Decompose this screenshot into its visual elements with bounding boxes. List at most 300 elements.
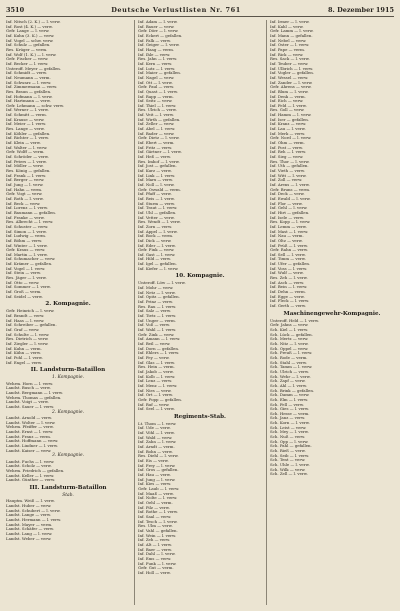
casualty-entry: Res. Hein — verm. — [138, 365, 175, 370]
casualty-entry: Inf. Ewald — l. verw. — [270, 196, 311, 201]
casualty-entry: Landst. Weber — verw. — [6, 536, 52, 541]
casualty-entry: Inf. Prinz — verw. — [138, 300, 173, 305]
casualty-entry: Inf. Arndt — verm. — [138, 445, 175, 450]
casualty-entry: Inf. Pfaff — verw. — [138, 192, 172, 197]
casualty-entry: Inf. Nagel — verw. — [138, 75, 175, 80]
casualty-entry: Inf. Stein — verw. — [6, 271, 41, 276]
subsection-heading: 2. Kompagnie. — [51, 409, 85, 415]
casualty-entry: Inf. Veit — l. verw. — [138, 113, 174, 118]
casualty-entry: Landst. Arnold — verw. — [6, 416, 53, 420]
casualty-entry: Inf. Blum — l. verw. — [270, 89, 309, 94]
casualty-entry: Inf. Kahl — verw. — [270, 24, 304, 29]
casualty-entry: Inf. Glas — l. verw. — [138, 360, 176, 365]
casualty-entry: Res. König — gefallen. — [6, 169, 51, 173]
casualty-entry: Sch. Seib — l. verw. — [270, 453, 310, 458]
casualty-entry: Landst. Mayer — verm. — [6, 522, 53, 527]
casualty-entry: Inf. Rapp — verm. — [138, 94, 174, 99]
casualty-entry: Inf. Abel — l. verw. — [138, 127, 176, 132]
casualty-entry: Inf. Dehn — verm. — [270, 290, 306, 295]
casualty-entry: Wehrm. Thomas — gefallen. — [6, 395, 62, 400]
casualty-entry: Inf. Asch — verw. — [270, 280, 305, 285]
casualty-entry: Res. Imhof — l. verw. — [138, 159, 180, 164]
casualty-entry: Inf. Kurz — verw. — [138, 169, 172, 173]
casualty-entry: Res. Sack — l. verw. — [270, 57, 310, 62]
casualty-entry: Inf. Dahl — l. verw. — [138, 552, 176, 557]
casualty-entry: Inf. Zahn — l. verw. — [138, 440, 177, 445]
casualty-entry: Landst. Günther — verw. — [6, 478, 56, 483]
casualty-entry: Inf. Baer — verw. — [138, 547, 172, 552]
casualty-entry: Inf. Bohn — verw. — [138, 449, 173, 454]
casualty-entry: Sch. Mey — l. verw. — [270, 430, 309, 435]
casualty-entry: Inf. Hau — verw. — [138, 473, 171, 478]
casualty-entry: Sch. Janz — verw. — [270, 416, 306, 421]
casualty-entry: Inf. Beil — verw. — [138, 341, 171, 346]
subsection-heading: 1. Kompagnie. — [51, 375, 85, 381]
casualty-entry: Gefr. Wolff — verm. — [6, 150, 45, 155]
casualty-entry: Inf. Nies — verw. — [138, 388, 172, 393]
casualty-entry: Inf. Schröder — verw. — [6, 155, 49, 160]
casualty-entry: Inf. Fleck — l. verw. — [270, 299, 310, 304]
casualty-entry: Inf. Tietz — l. verw. — [138, 314, 177, 319]
casualty-entry: Inf. Dorn — gefallen. — [138, 346, 180, 351]
casualty-entry: Inf. Kern — verw. — [138, 61, 173, 66]
casualty-entry: Res. Zeh — l. verw. — [270, 276, 308, 281]
casualty-entry: Inf. Richter — l. verw. — [6, 136, 49, 141]
casualty-entry: Res. Dietrich — verw. — [6, 337, 49, 342]
casualty-entry: Inf. Saal — verw. — [138, 514, 172, 519]
casualty-entry: Inf. Adam — l. verw. — [138, 20, 178, 24]
casualty-entry: Landst. Schubert — l. verw. — [6, 508, 61, 513]
issue-number: Nr. 761 — [209, 6, 241, 14]
casualty-entry: Sch. Opp — l. verw. — [270, 439, 309, 444]
casualty-entry: Gefr. Nord — l. verw. — [270, 136, 312, 141]
casualty-entry: Wehrm. Friedrich — gefallen. — [6, 468, 65, 473]
casualty-entry: Unteroff. Löw — l. verw. — [138, 281, 186, 286]
casualty-entry: Inf. Eckert — gefallen. — [138, 33, 183, 38]
casualty-entry: Inf. Ott — l. verw. — [138, 80, 173, 85]
casualty-entry: Inf. Lenz — verw. — [138, 379, 173, 384]
casualty-entry: Inf. Hirt — gefallen. — [270, 210, 310, 215]
casualty-entry: Res. Wendt — l. verw. — [138, 220, 181, 225]
casualty-entry: Inf. Meier — l. verw. — [6, 122, 47, 127]
casualty-entry: Inf. Möller — verw. — [6, 164, 44, 169]
casualty-entry: Landst. Schäfer — verw. — [6, 527, 55, 532]
casualty-entry: Inf. Eich — verw. — [270, 99, 304, 104]
casualty-entry: Landst. Franz — verm. — [6, 434, 52, 439]
casualty-entry: Inf. Berger — verw. — [6, 178, 45, 183]
text-column-1 — [6, 20, 130, 605]
casualty-entry: Inf. Prüß — l. verw. — [270, 243, 308, 248]
casualty-entry: Inf. Vetter — verw. — [138, 215, 175, 220]
casualty-entry: Inf. Tesch — l. verw. — [138, 519, 178, 524]
casualty-entry: Landst. Voigt — verw. — [6, 400, 49, 405]
casualty-entry: Inf. Eis — verw. — [138, 459, 169, 464]
casualty-entry: Sch. Wehr — l. verw. — [270, 374, 311, 379]
casualty-entry: Gefr. Fischer — verw. — [6, 57, 49, 62]
casualty-entry: Inf. Otto — verw. — [6, 280, 40, 285]
text-column-3 — [266, 20, 394, 605]
casualty-entry: Inf. Sturm — verw. — [138, 201, 175, 206]
casualty-entry: Inf. Seel — l. verw. — [138, 407, 175, 412]
casualty-entry: Sch. Nitz — l. verw. — [270, 341, 309, 346]
casualty-entry: Inf. Vogler — gefallen. — [270, 71, 314, 76]
casualty-entry: Gefr. Rahn — verw. — [270, 248, 308, 253]
casualty-entry: Gefr. Popp — gefallen. — [138, 397, 182, 402]
casualty-entry: Inf. Schumacher — verw. — [6, 257, 56, 262]
casualty-entry: Inf. Franke — verw. — [6, 215, 45, 220]
casualty-entry: Sch. Wilk — verw. — [270, 467, 306, 472]
casualty-entry: Inf. Pilz — verw. — [138, 505, 170, 510]
casualty-entry: Inf. Baumann — gefallen. — [6, 210, 56, 215]
casualty-entry: Inf. Rost (4. K.) — verw. — [6, 24, 53, 29]
casualty-entry: Inf. Bein — l. verw. — [270, 285, 308, 290]
casualty-entry: Inf. Frank — l. verw. — [6, 173, 47, 178]
casualty-entry: Sch. Elm — l. verw. — [270, 397, 309, 402]
casualty-entry: Inf. Oltz — verw. — [270, 238, 303, 243]
casualty-entry: Inf. Teuber — verw. — [270, 61, 309, 66]
casualty-entry: Inf. Wessel — verw. — [270, 75, 309, 80]
casualty-entry: Inf. Schulz — gefallen. — [6, 43, 51, 48]
casualty-entry: Gefr. Kraus — verw. — [6, 248, 46, 253]
casualty-entry: Sch. Korn — l. verw. — [270, 421, 310, 426]
casualty-entry: Inf. Köhler — gefallen. — [6, 131, 51, 136]
casualty-entry: Inf. Beck — verw. — [6, 201, 41, 206]
casualty-entry: Sch. Ahl — l. verw. — [270, 383, 307, 388]
casualty-entry: Res. Krüger — verm. — [6, 47, 48, 52]
casualty-entry: Inf. Reis — l. verw. — [138, 196, 175, 201]
casualty-entry: Inf. Jost — gefallen. — [138, 164, 177, 169]
casualty-entry: Inf. Vöhl — l. verw. — [138, 431, 175, 436]
casualty-entry: Inf. Kühn — verw. — [6, 351, 41, 356]
casualty-entry: Inf. Gast — l. verw. — [138, 252, 176, 257]
casualty-entry: Inf. Ruf — verw. — [138, 402, 170, 407]
section-heading: 2. Kompagnie. — [45, 301, 91, 308]
casualty-entry: Sch. Rode — verm. — [270, 355, 308, 360]
casualty-entry: Inf. Jung — l. verw. — [138, 477, 176, 482]
casualty-entry: Gefr. Lamm — l. verw. — [270, 29, 314, 34]
casualty-entry: Sch. Nuß — verw. — [270, 435, 306, 440]
text-columns — [6, 20, 394, 605]
casualty-entry: Inf. Thiel — l. verw. — [138, 103, 177, 108]
casualty-entry: Inf. Oster — l. verw. — [270, 43, 310, 48]
casualty-entry: Gefr. Oswald — verm. — [138, 187, 181, 192]
page-header — [6, 4, 394, 17]
casualty-entry: Inf. Hild — verw. — [138, 257, 172, 262]
subsection-heading: Stab. — [62, 492, 74, 498]
casualty-entry: Inf. Mast — l. verw. — [270, 229, 309, 234]
casualty-entry: Inf. Jakob — verw. — [138, 369, 174, 374]
casualty-entry: Inf. Marx — verw. — [138, 178, 174, 183]
casualty-entry: Sch. Damm — verw. — [270, 393, 310, 398]
casualty-entry: Res. Goll — verw. — [270, 108, 305, 113]
casualty-entry: Inf. Ziegler — l. verw. — [6, 341, 49, 346]
casualty-entry: Inf. Timm — verw. — [270, 257, 306, 262]
casualty-entry: Inf. Frey — l. verw. — [138, 463, 176, 468]
casualty-entry: Sch. Tent — verw. — [270, 458, 306, 463]
casualty-entry: Inf. Eder — l. verw. — [138, 243, 176, 248]
section-heading: Regiments-Stab. — [174, 413, 226, 420]
casualty-entry: Res. Ulrich — verw. — [138, 108, 177, 113]
casualty-entry: Gefr. Fink — verw. — [138, 248, 175, 253]
casualty-entry: Inf. Jung — l. verw. — [6, 182, 44, 187]
casualty-entry: Inf. Kuhn — verm. — [6, 346, 42, 351]
casualty-entry: Inf. Sommer — l. verw. — [6, 285, 51, 290]
casualty-entry: Sch. Kiel — l. verw. — [270, 328, 309, 332]
casualty-entry: Inf. Salz — verw. — [138, 309, 171, 314]
casualty-entry: Inf. Sell — l. verw. — [270, 252, 306, 257]
casualty-entry: Inf. Hartmann — verw. — [6, 99, 51, 104]
casualty-entry: Inf. Irmer — l. verw. — [270, 20, 310, 24]
casualty-entry: Inf. Deck — verw. — [270, 192, 305, 197]
casualty-entry: Inf. Pohl — l. verw. — [6, 355, 43, 360]
casualty-entry: Inf. Kranz — verw. — [270, 122, 307, 127]
casualty-entry: Inf. Martin — l. verw. — [6, 252, 48, 257]
casualty-entry: Inf. Reh — l. verw. — [270, 150, 307, 155]
casualty-entry: Wehrm. Pfeiffer — verw. — [6, 425, 54, 430]
casualty-entry: Sch. Pahl — gefallen. — [270, 444, 312, 449]
casualty-entry: Inf. Feld — l. verw. — [270, 103, 307, 108]
casualty-entry: Sch. Rieß — verw. — [270, 449, 306, 454]
casualty-entry: Inf. Ohm — verm. — [270, 141, 305, 146]
casualty-entry: Inf. Klein — verw. — [6, 141, 41, 146]
casualty-entry: Inf. Hamm — l. verw. — [270, 113, 312, 118]
casualty-entry: Inf. Krämer — gefallen. — [6, 262, 53, 267]
casualty-entry: Inf. Link — l. verw. — [138, 173, 176, 178]
casualty-entry: Inf. Traut — l. verw. — [138, 206, 178, 211]
casualty-entry: Inf. Wahl — l. verw. — [138, 328, 177, 332]
casualty-entry: Inf. Voss — l. verw. — [270, 266, 308, 271]
casualty-entry: Inf. Vogel — schw. verw. — [6, 38, 54, 43]
casualty-entry: Wehrm. Horn — l. verw. — [6, 381, 54, 386]
casualty-entry: Inf. Igel — gefallen. — [138, 262, 177, 267]
casualty-entry: Inf. Schulte — l. verw. — [6, 332, 50, 337]
casualty-entry: Inf. Wolf (1. K.) — l. verw. — [6, 52, 57, 57]
issue-date: 8. Dezember 1915 — [328, 6, 394, 14]
casualty-entry: Sch. Mertz — verw. — [270, 337, 309, 342]
casualty-entry: Inf. Kuhn (3. K.) — verw. — [6, 33, 55, 38]
subsection-heading: 3. Kompagnie. — [51, 453, 85, 459]
section-heading: II. Landsturm-Bataillon — [30, 367, 106, 374]
casualty-entry: Inf. Mohr — verw. — [138, 286, 174, 291]
casualty-entry: Inf. Sieg — verw. — [270, 155, 304, 160]
casualty-entry: Inf. Kolb — l. verw. — [138, 374, 176, 379]
casualty-entry: Inf. Ehlers — l. verw. — [138, 351, 180, 356]
page-number: 3510 — [6, 6, 25, 14]
casualty-entry: Inf. Witt — l. verw. — [270, 173, 307, 178]
casualty-entry: Inf. Zoll — verw. — [270, 178, 303, 183]
casualty-entry: Inf. Quast — l. verw. — [138, 89, 178, 94]
casualty-entry: Landst. Hermann — l. verw. — [6, 517, 62, 522]
casualty-entry: Inf. Brandt — verw. — [6, 314, 45, 319]
casualty-entry: Inf. Nau — verm. — [270, 234, 304, 239]
casualty-entry: Inf. Funk — l. verw. — [138, 561, 177, 566]
casualty-entry: Landst. Scholz — verw. — [6, 464, 52, 469]
casualty-entry: Unteroff. Meyer — gefallen. — [6, 66, 62, 71]
casualty-entry: Inf. Wulf — verw. — [270, 271, 304, 276]
casualty-entry: Landst. Bergmann — l. verw. — [6, 390, 64, 395]
casualty-entry: Gefr. Dietz — l. verw. — [138, 136, 180, 141]
casualty-entry: Inf. Noll — l. verw. — [138, 182, 175, 187]
casualty-entry: Inf. Menz — l. verw. — [138, 383, 178, 388]
casualty-entry: Inf. Zeh — verw. — [138, 538, 171, 543]
casualty-entry: Inf. Vahl — gefallen. — [138, 528, 178, 533]
casualty-entry: Inf. Lorenz — l. verw. — [6, 206, 49, 211]
casualty-entry: Inf. Gros — gefallen. — [138, 468, 179, 473]
casualty-entry: Gefr. Lehmann — schw. verw. — [6, 103, 65, 108]
casualty-entry: Inf. Falk — verw. — [138, 38, 172, 43]
publication-title — [111, 4, 241, 16]
casualty-entry: Inf. Lutz — l. verw. — [138, 66, 176, 71]
casualty-entry: Inf. Wald — verw. — [138, 435, 173, 440]
casualty-entry: Inf. Appel — l. verw. — [138, 229, 178, 234]
casualty-entry: Sch. Gies — l. verw. — [270, 407, 310, 412]
casualty-entry: Inf. Lemm — verw. — [270, 224, 307, 229]
casualty-entry: Inf. Haag — verm. — [138, 47, 174, 52]
casualty-entry: Inf. Ude — verw. — [138, 426, 171, 431]
casualty-entry: Inf. Ihle — verw. — [138, 52, 171, 57]
casualty-entry: Inf. Isele — verw. — [270, 215, 305, 220]
casualty-entry: Sch. Fell — verw. — [270, 402, 304, 407]
casualty-entry: Inf. Schwarz — l. verw. — [6, 80, 52, 85]
casualty-entry: Inf. Roth — l. verw. — [6, 196, 44, 201]
casualty-entry: Inf. Geiger — l. verw. — [138, 43, 180, 48]
casualty-entry: Gefr. Paul — verw. — [138, 85, 175, 90]
casualty-entry: Gefr. Dörr — l. verw. — [138, 29, 179, 34]
casualty-entry: Inf. Vieth — verw. — [270, 169, 306, 173]
casualty-entry: Inf. Schmidt — verw. — [6, 71, 47, 76]
casualty-entry: Inf. Uhl — gefallen. — [138, 210, 177, 215]
casualty-entry: Res. Thor — l. verw. — [270, 159, 310, 164]
casualty-entry: Sch. Hesse — verm. — [270, 411, 310, 416]
casualty-entry: Gefr. Zink — verw. — [138, 332, 175, 337]
casualty-entry: Res. Jäger — l. verw. — [6, 276, 47, 281]
casualty-entry: Landst. Lindner — l. verw. — [6, 443, 58, 448]
casualty-entry: Res. Ulm — verw. — [138, 524, 173, 529]
casualty-entry: Inf. Hofmann — l. verw. — [6, 94, 53, 99]
casualty-entry: Inf. Rothe — l. verw. — [138, 510, 179, 515]
casualty-entry: Landst. Huber — verw. — [6, 504, 52, 508]
casualty-entry: Inf. Ebert — verm. — [138, 141, 175, 146]
casualty-entry: Inf. Maier — gefallen. — [138, 71, 181, 76]
casualty-entry: Inf. Netz — l. verw. — [138, 290, 176, 295]
casualty-entry: Inf. Maaß — verw. — [138, 491, 174, 496]
casualty-entry: Inf. Engel — verw. — [6, 360, 43, 365]
section-heading: 10. Kompagnie. — [175, 273, 225, 280]
casualty-entry: Inf. Simon — l. verw. — [6, 229, 47, 234]
casualty-entry: Inf. Iser — gefallen. — [270, 117, 309, 122]
casualty-entry: Sch. Stahl — verw. — [270, 360, 307, 365]
casualty-entry: Inf. Rick — verw. — [270, 52, 304, 57]
casualty-entry: Inf. Kies — verw. — [138, 482, 172, 487]
casualty-entry: Inf. Zorn — verw. — [138, 224, 173, 229]
casualty-entry: Inf. Dick — verw. — [138, 238, 172, 243]
casualty-entry: Sch. Leist — verw. — [270, 425, 307, 430]
casualty-entry: Inf. Zimmermann — verw. — [6, 85, 58, 90]
casualty-entry: Inf. Neumann — verm. — [6, 75, 51, 80]
casualty-entry: Inf. Seidel — verw. — [6, 294, 43, 299]
casualty-entry: Inf. Wirth — gefallen. — [138, 117, 181, 122]
casualty-entry: Inf. Ort — l. verw. — [138, 393, 173, 398]
casualty-entry: Inf. Ulbrich — l. verw. — [270, 66, 314, 71]
casualty-entry: Landst. Lang — l. verw. — [6, 531, 53, 536]
casualty-entry: Sch. Brink — gefallen. — [270, 388, 315, 393]
casualty-entry: Inf. Peters — l. verw. — [6, 159, 47, 164]
casualty-entry: Inf. Holl — verw. — [138, 570, 171, 575]
section-heading: Maschinengewehr-Kompagnie. — [283, 310, 381, 317]
casualty-entry: Sch. Ulrich — verw. — [270, 369, 309, 374]
casualty-entry: Inf. Winter — l. verw. — [6, 243, 48, 248]
casualty-entry: Landst. Fuchs — l. verw. — [6, 459, 55, 464]
casualty-entry: Inf. Oehl — verm. — [138, 500, 173, 505]
casualty-entry: Landst. Lange — verw. — [6, 513, 51, 518]
casualty-entry: Inf. Egge — verw. — [270, 294, 305, 299]
casualty-entry: Landst. Sauer — l. verw. — [6, 404, 55, 409]
casualty-entry: Inf. Bauer — verw. — [138, 24, 175, 29]
casualty-entry: Res. Braun — gefallen. — [6, 89, 52, 94]
casualty-entry: Inf. Flor — verw. — [270, 201, 303, 206]
casualty-entry: Inf. Walter — l. verw. — [6, 145, 48, 150]
casualty-entry: Res. Albrecht — l. verw. — [6, 220, 54, 225]
casualty-entry: Inf. Arens — l. verw. — [270, 182, 310, 187]
casualty-entry: Inf. Graf — verw. — [6, 328, 40, 332]
section-heading: III. Landsturm-Bataillon — [29, 484, 107, 491]
casualty-entry: Res. Jahn — l. verw. — [138, 57, 178, 62]
casualty-entry: Inf. Zander — l. verw. — [270, 80, 313, 85]
casualty-entry: Gefr. Jahns — verw. — [270, 323, 309, 328]
casualty-entry: Landst. Kaiser — verw. — [6, 448, 52, 453]
casualty-entry: Res. Rau — l. verw. — [138, 304, 177, 309]
casualty-entry: Gefr. Vogt — verw. — [6, 192, 43, 197]
casualty-entry: Inf. Gerth — verw. — [270, 304, 306, 309]
casualty-entry: Sch. Lück — gefallen. — [270, 332, 313, 337]
casualty-entry: Inf. Nebel — verw. — [270, 38, 307, 43]
casualty-entry: Inf. Nolte — l. verw. — [138, 496, 178, 501]
casualty-entry: Inf. Pape — verm. — [270, 47, 306, 52]
casualty-entry: Inf. Vogel — l. verw. — [6, 266, 46, 271]
casualty-entry: Gefr. Ahrens — verw. — [270, 85, 312, 90]
casualty-entry: Gefr. Laub — l. verw. — [138, 487, 180, 491]
casualty-entry: Landst. Ernst — l. verw. — [6, 429, 54, 434]
casualty-entry: Inf. Haas — l. verw. — [6, 318, 45, 323]
casualty-entry: Inf. Becker — l. verw. — [6, 61, 49, 66]
casualty-entry: Inf. Krause — verw. — [6, 117, 45, 122]
casualty-entry: Res. Lange — verw. — [6, 127, 45, 132]
casualty-entry: Inf. Groß — verm. — [6, 290, 42, 295]
casualty-entry: Inf. Alt — l. verw. — [138, 542, 172, 547]
casualty-entry: Landst. Keller — l. verw. — [6, 473, 55, 478]
casualty-entry: Inf. Fey — verw. — [138, 355, 170, 360]
casualty-entry: Res. Diehl — l. verw. — [138, 454, 179, 459]
casualty-entry: Sch. Tamm — l. verw. — [270, 365, 313, 370]
casualty-entry: Inf. Nitsch (2. K.) — l. verw. — [6, 20, 61, 24]
casualty-entry: Sch. Oppel — verw. — [270, 346, 309, 351]
text-column-2 — [134, 20, 262, 605]
casualty-entry: Inf. Böhm — verw. — [6, 238, 43, 243]
casualty-entry: Inf. Ufer — gefallen. — [270, 262, 311, 267]
casualty-entry: Inf. Voß — verw. — [138, 323, 171, 328]
casualty-entry: Sch. Preuß — l. verw. — [270, 351, 313, 356]
casualty-entry: Inf. Wein — l. verw. — [138, 533, 177, 538]
casualty-entry: Inf. Werner — l. verw. — [6, 108, 49, 113]
casualty-entry: Inf. Seitz — verw. — [138, 99, 173, 104]
casualty-entry: Inf. Fritz — verw. — [138, 145, 173, 150]
casualty-entry: Inf. Gärtner — l. verw. — [138, 150, 182, 155]
casualty-entry: Lt. Thom — l. verw. — [138, 421, 177, 426]
casualty-entry: Inf. Post — verw. — [270, 145, 304, 150]
casualty-entry: Landst. Wolter — l. verw. — [6, 420, 56, 425]
casualty-entry: Inf. Opitz — gefallen. — [138, 295, 180, 300]
casualty-entry: Res. Kopp — l. verw. — [270, 220, 311, 225]
